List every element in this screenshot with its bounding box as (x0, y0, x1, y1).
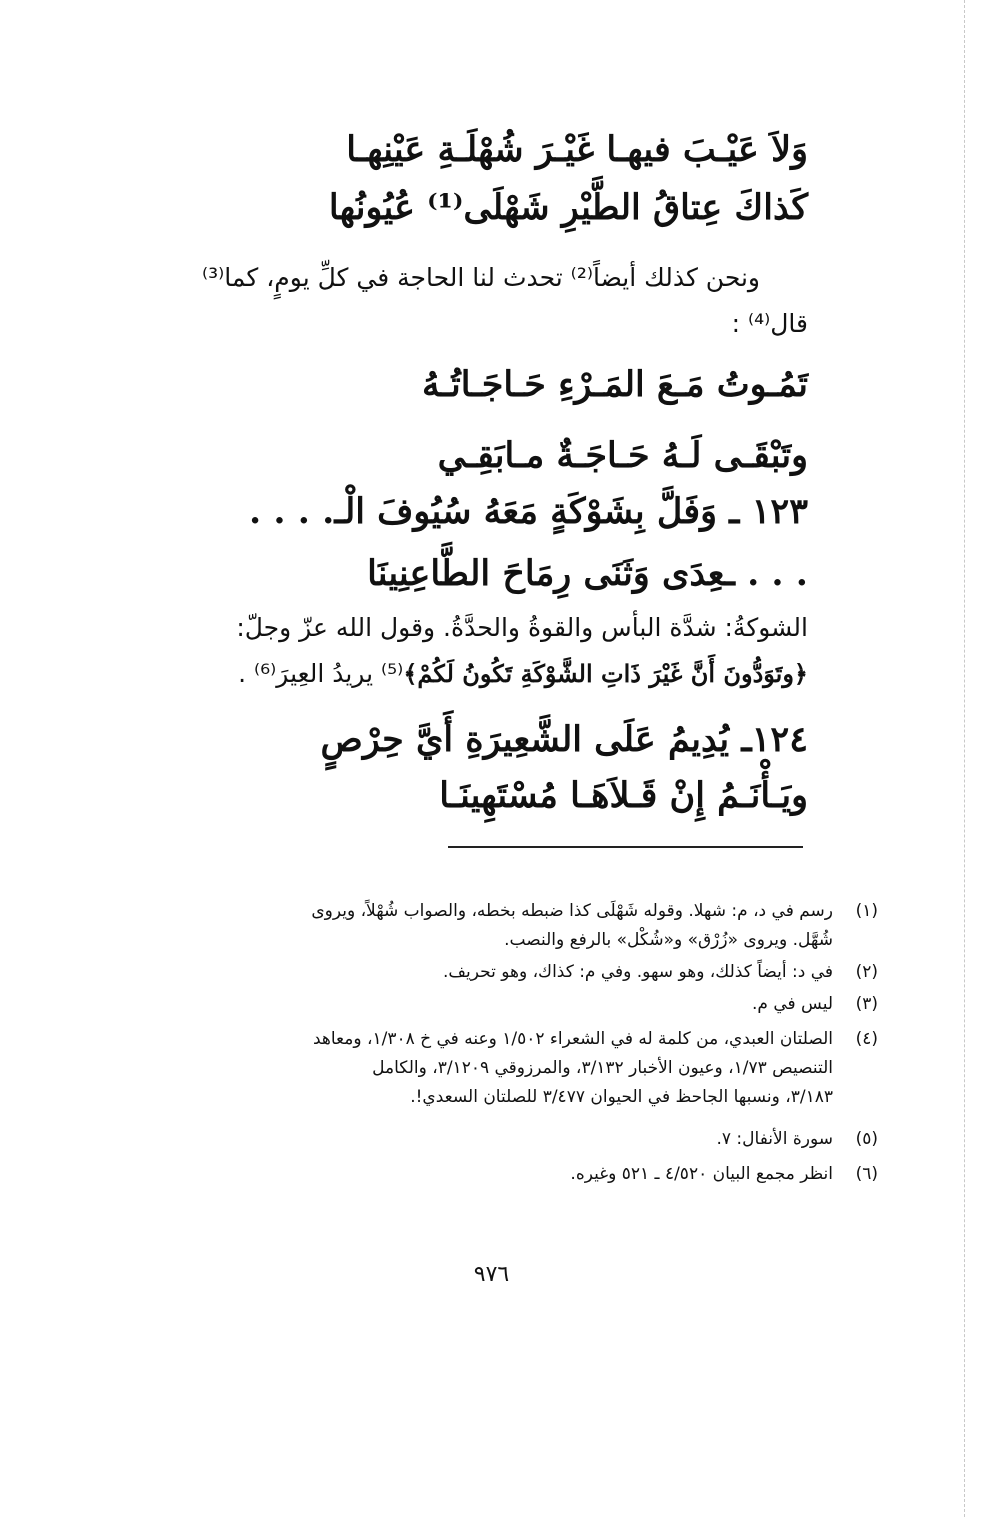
footnote-1 (113, 897, 878, 955)
footnote-line: ٣/١٨٣، ونسبها الجاحظ في الحيوان ٣/٤٧٧ للصلتان السعدي!. (410, 1087, 833, 1107)
footnote-line: رسم في د، م: شهلا. وقوله شَهْلَى كذا ضبطه بخطه، والصواب شُهْلاً، ويروى (311, 901, 833, 921)
footnote-number: (٣) (855, 994, 878, 1014)
verse-line-1: وَلاَ عَيْـبَ فيهـا غَيْـرَ شُهْلَـةِ عَيْنِهـا (346, 129, 808, 170)
page-number: ٩٧٦ (473, 1262, 510, 1287)
footnote-number: (١) (855, 901, 878, 921)
footnote-number: (٤) (855, 1029, 878, 1049)
prose-line-4-rest: ⁽⁵⁾ يريدُ العِيرَ⁽⁶⁾ . (238, 659, 404, 688)
footnote-2 (113, 958, 878, 987)
verse-line-3: تَمُـوتُ مَـعَ المَـرْءِ حَـاجَـاتُـهُ (422, 364, 808, 405)
footnote-line: سورة الأنفال: ٧. (716, 1129, 833, 1149)
quran-quote: ﴿وتَوَدُّونَ أَنَّ غَيْرَ ذَاتِ الشَّوْكَةِ تَكُونُ لَكُمْ﴾ (403, 659, 808, 688)
footnote-line: الصلتان العبدي، من كلمة له في الشعراء ١/٥٠٢ وعنه في خ ١/٣٠٨، ومعاهد (312, 1029, 833, 1049)
scan-edge-line (963, 0, 965, 1517)
footnote-6 (113, 1160, 878, 1189)
verse-line-8: ويَـأْنَـمُ إِنْ قَـلاَهَـا مُسْتَهِينَـا (439, 775, 808, 816)
verse-line-2: كَذاكَ عِتاقُ الطَّيْرِ شَهْلَى⁽¹⁾ عُيُونُها (328, 187, 808, 228)
footnote-line: شُهَّل. ويروى «زُرْق» و«شُكْل» بالرفع والنصب. (504, 930, 833, 950)
verse-line-4: وتَبْقَـى لَـهُ حَـاجَـةٌ مـابَقِـي (437, 435, 808, 476)
footnote-line: انظر مجمع البيان ٤/٥٢٠ ـ ٥٢١ وغيره. (570, 1164, 833, 1184)
footnote-separator (448, 846, 803, 848)
verse-line-5: ١٢٣ ـ وَفَلَّ بِشَوْكَةٍ مَعَهُ سُيُوفَ الْـ. . . . (249, 491, 808, 532)
footnote-line: ليس في م. (751, 994, 833, 1014)
footnote-number: (٦) (855, 1164, 878, 1184)
footnote-number: (٥) (855, 1129, 878, 1149)
footnote-line: التنصيص ١/٧٣، وعيون الأخبار ٣/١٣٢، والمرزوقي ٣/١٢٠٩، والكامل (372, 1058, 833, 1078)
footnote-4 (113, 1025, 878, 1112)
footnote-number: (٢) (855, 962, 878, 982)
prose-line-1: ونحن كذلك أيضاً⁽²⁾ تحدث لنا الحاجة في كلِّ يومٍ، كما⁽³⁾ (202, 263, 760, 292)
verse-line-7: ١٢٤ـ يُدِيمُ عَلَى الشَّعِيرَةِ أَيَّ حِرْصٍ (320, 719, 808, 760)
prose-line-2: قال⁽⁴⁾ : (731, 309, 808, 338)
footnote-3 (113, 990, 878, 1019)
footnote-line: في د: أيضاً كذلك، وهو سهو. وفي م: كذاك، وهو تحريف. (442, 962, 833, 982)
footnote-5 (113, 1125, 878, 1154)
verse-line-6: . . . ـعِدَى وَثَنَى رِمَاحَ الطَّاعِنِينَا (367, 553, 808, 594)
prose-line-3: الشوكةُ: شدَّة البأس والقوةُ والحدَّةُ. وقول الله عزّ وجلّ: (236, 613, 808, 642)
prose-line-4 (238, 656, 808, 692)
